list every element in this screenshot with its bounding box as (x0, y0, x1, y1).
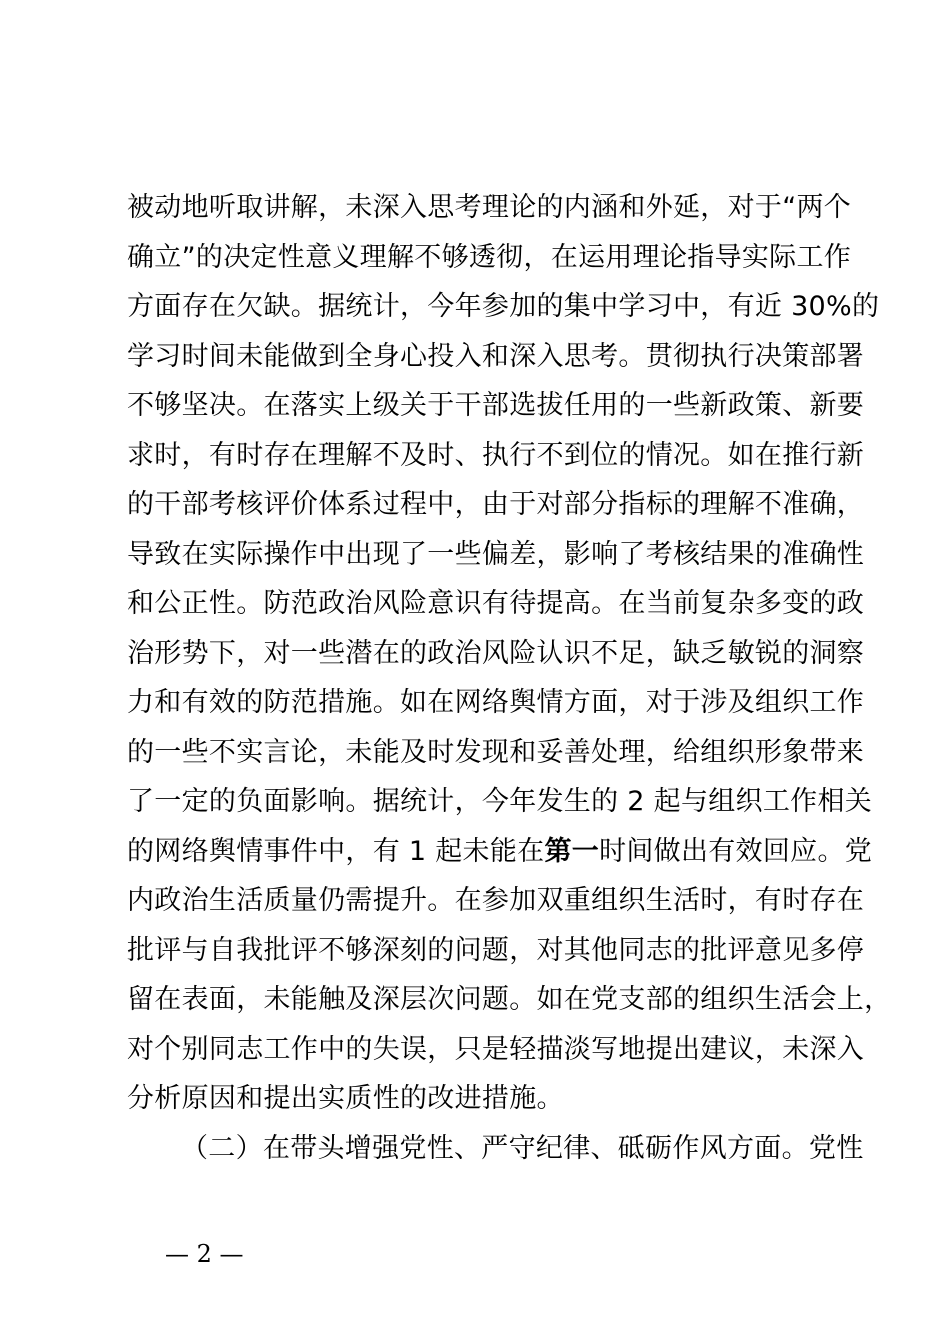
text-line: 了一定的负面影响。据统计，今年发生的 2 起与组织工作相关 (127, 786, 873, 817)
bold-text: 第一 (544, 835, 600, 867)
text-line-with-bold (127, 827, 873, 877)
text-line: 留在表面，未能触及深层次问题。如在党支部的组织生活会上， (127, 984, 892, 1015)
text-line: 被动地听取讲解，未深入思考理论的内涵和外延，对于“两个 (127, 192, 852, 223)
text-segment: 的网络舆情事件中，有 1 起未能在 (127, 835, 545, 867)
text-line: 方面存在欠缺。据统计，今年参加的集中学习中，有近 30%的 (127, 291, 880, 322)
text-line: 确立”的决定性意义理解不够透彻，在运用理论指导实际工作 (127, 241, 852, 273)
text-line: 的一些不实言论，未能及时发现和妥善处理，给组织形象带来 (127, 736, 865, 768)
section-heading: （二）在带头增强党性、严守纪律、砥砺作风方面。党性 (181, 1132, 864, 1164)
page-number: — 2 — (165, 1240, 244, 1268)
text-line: 学习时间未能做到全身心投入和深入思考。贯彻执行决策部署 (127, 340, 865, 372)
text-line: 求时，有时存在理解不及时、执行不到位的情况。如在推行新 (127, 439, 865, 471)
text-line: 分析原因和提出实质性的改进措施。 (127, 1083, 564, 1114)
text-line: 对个别同志工作中的失误，只是轻描淡写地提出建议，未深入 (127, 1033, 865, 1065)
text-line: 内政治生活质量仍需提升。在参加双重组织生活时，有时存在 (127, 885, 865, 916)
text-line: 和公正性。防范政治风险意识有待提高。在当前复杂多变的政 (127, 588, 865, 619)
text-line: 的干部考核评价体系过程中，由于对部分指标的理解不准确， (127, 489, 865, 520)
text-line: 治形势下，对一些潜在的政治风险认识不足，缺乏敏锐的洞察 (127, 637, 865, 669)
body-text (127, 183, 892, 1173)
text-line: 批评与自我批评不够深刻的问题，对其他同志的批评意见多停 (127, 934, 865, 966)
text-line: 导致在实际操作中出现了一些偏差，影响了考核结果的准确性 (127, 538, 865, 570)
text-segment: 时间做出有效回应。党 (599, 835, 873, 867)
text-line: 力和有效的防范措施。如在网络舆情方面，对于涉及组织工作 (127, 687, 865, 718)
text-line: 不够坚决。在落实上级关于干部选拔任用的一些新政策、新要 (127, 390, 865, 421)
